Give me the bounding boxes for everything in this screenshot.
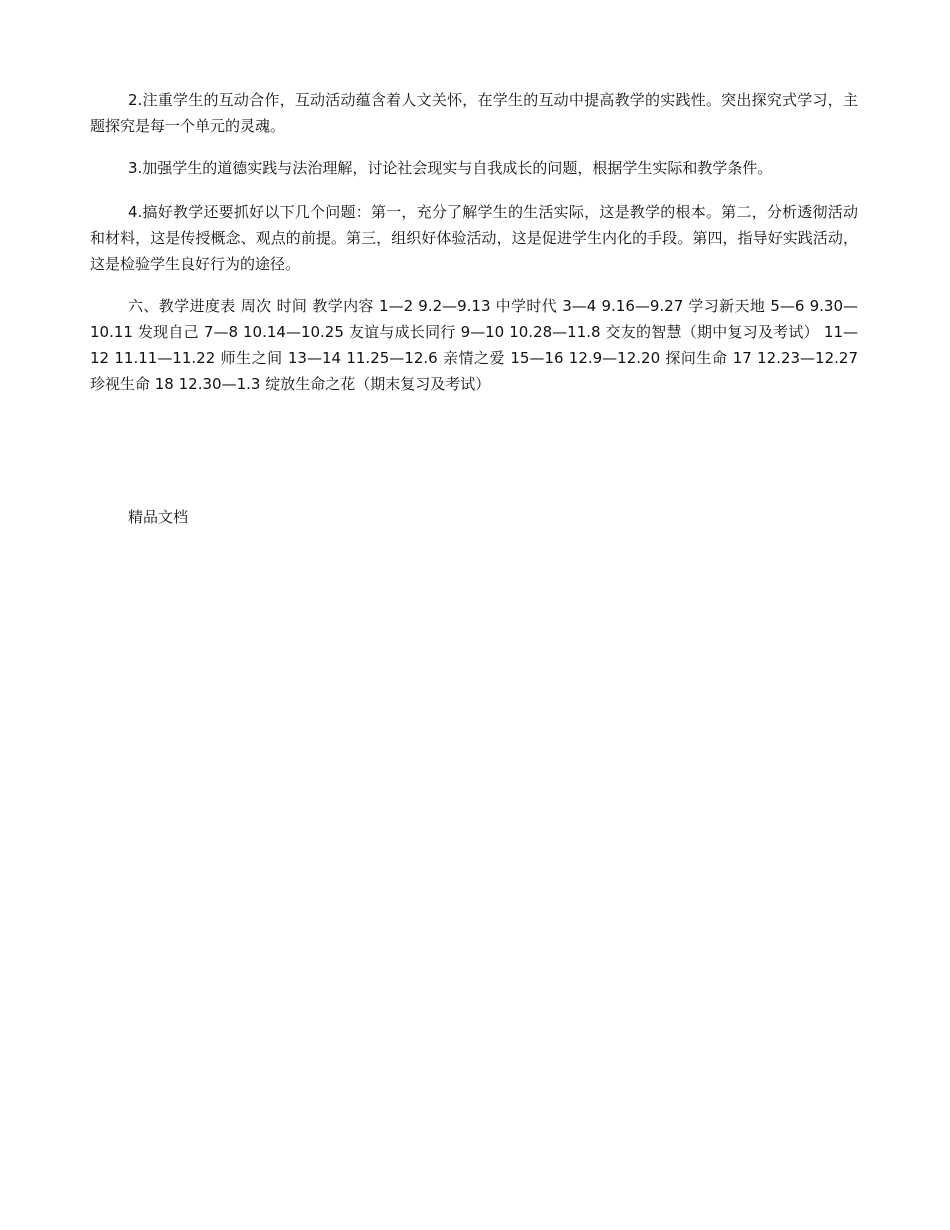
footer-label: 精品文档 [128,508,189,526]
paragraph-interactive-cooperation: 2.注重学生的互动合作，互动活动蕴含着人文关怀，在学生的互动中提高教学的实践性。突出探究式学习，主题探究是每一个单元的灵魂。 [90,91,858,135]
paragraph-teaching-issues: 4.搞好教学还要抓好以下几个问题：第一，充分了解学生的生活实际，这是教学的根本。第二，分析透彻活动和材料，这是传授概念、观点的前提。第三，组织好体验活动，这是促进学生内化的手段。第四，指导好实践活动，这是检验学生良好行为的途径。 [90,203,858,273]
document-body [90,87,858,397]
paragraph-teaching-schedule: 六、教学进度表 周次 时间 教学内容 1—2 9.2—9.13 中学时代 3—4 9.16—9.27 学习新天地 5—6 9.30—10.11 发现自己 7—8 10.14—10.25 友谊与成长同行 9—10 10.28—11.8 交友的智慧（期中复习及考试） 11—12 11.11—11.22 师生之间 13—14 11.25—12.6 亲情之爱 15—16 12.9—12.20 探问生命 17 12.23—12.27 珍视生命 18 12.30—1.3 绽放生命之花（期末复习及考试） [90,297,858,393]
paragraph-moral-practice: 3.加强学生的道德实践与法治理解，讨论社会现实与自我成长的问题，根据学生实际和教学条件。 [128,159,773,177]
